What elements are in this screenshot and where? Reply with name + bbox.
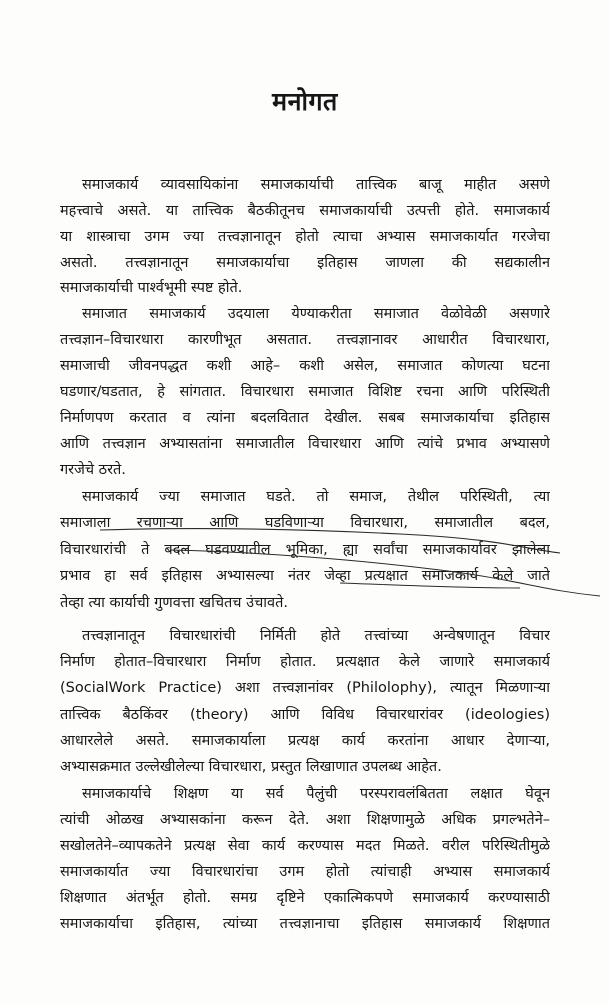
text-line: त्यांची ओळख अभ्यासकांना करून देते. अशा शिक्षणामुळे अधिक प्रगल्भतेने– <box>60 812 550 828</box>
text-line: गरजेचे ठरते. <box>60 462 126 478</box>
text-line: निर्माणपण करतात व त्यांना बदलवितात देखील. सबब समाजकार्याचा इतिहास <box>60 410 550 426</box>
text-line: समाजकार्याचे शिक्षण या सर्व पैलुंची परस्परावलंबितता लक्षात घेवून <box>82 786 550 802</box>
text-line: समाजाला रचणाऱ्या आणि घडविणाऱ्या विचारधारा, समाजातील बदल, <box>60 515 550 531</box>
text-line: तेव्हा त्या कार्याची गुणवत्ता खचितच उंचावते. <box>60 595 288 611</box>
text-line: महत्त्वाचे असते. या तात्त्विक बैठकीतूनच समाजकार्याची उत्पत्ती होते. समाजकार्य <box>60 203 550 219</box>
text-line: असतो. तत्त्वज्ञानातून समाजकार्याचा इतिहास जाणला की सद्यकालीन <box>60 255 550 271</box>
text-line: सखोलतेने–व्यापकतेने प्रत्यक्ष सेवा कार्य करण्यास मदत मिळते. वरील परिस्थितीमुळे <box>60 838 550 854</box>
text-line: प्रभाव हा सर्व इतिहास अभ्यासल्या नंतर जेव्हा प्रत्यक्षात समाजकार्य केले जाते <box>60 568 550 584</box>
text-line: तत्त्वज्ञानातून विचारधारांची निर्मिती होते तत्त्वांच्या अन्वेषणातून विचार <box>82 628 550 644</box>
text-line: आधारलेले असते. समाजकार्याला प्रत्यक्ष कार्य करतांना आधार देणाऱ्या, <box>60 733 550 749</box>
text-line: या शास्त्राचा उगम ज्या तत्त्वज्ञानातून होतो त्याचा अभ्यास समाजकार्यात गरजेचा <box>60 229 550 245</box>
text-line: समाजकार्यात ज्या विचारधारांचा उगम होतो त्यांचाही अभ्यास समाजकार्य <box>60 864 550 880</box>
text-line: घडणार/घडतात, हे सांगतात. विचारधारा समाजात विशिष्ट रचना आणि परिस्थिती <box>60 384 550 400</box>
text-line: समाजकार्याचा इतिहास, त्यांच्या तत्त्वज्ञानाचा इतिहास समाजकार्य शिक्षणात <box>60 916 550 932</box>
text-line: (SocialWork Practice) अशा तत्त्वज्ञानांवर (Philolophy), त्यातून मिळणाऱ्या <box>60 680 550 696</box>
text-line: निर्माण होतात–विचारधारा निर्माण होतात. प्रत्यक्षात केले जाणारे समाजकार्य <box>60 654 550 670</box>
text-line: समाजकार्य व्यावसायिकांना समाजकार्याची तात्त्विक बाजू माहीत असणे <box>82 177 550 193</box>
text-line: तत्त्वज्ञान–विचारधारा कारणीभूत असतात. तत्त्वज्ञानावर आधारीत विचारधारा, <box>60 332 550 348</box>
text-line: समाजात समाजकार्य उदयाला येण्याकरीता समाजात वेळोवेळी असणारे <box>82 306 550 322</box>
text-line: समाजाची जीवनपद्धत कशी आहे– कशी असेल, समाजात कोणत्या घटना <box>60 358 550 374</box>
page-title: मनोगत <box>272 87 338 116</box>
text-line: तात्त्विक बैठकिंवर (theory) आणि विविध विचारधारांवर (ideologies) <box>60 707 550 723</box>
text-line: आणि तत्त्वज्ञान अभ्यासतांना समाजातील विचारधारा आणि त्यांचे प्रभाव अभ्यासणे <box>60 436 550 452</box>
text-line: विचारधारांची ते बदल घडवण्यातील भूमिका, ह्या सर्वांचा समाजकार्यावर झालेला <box>60 542 550 558</box>
text-line: शिक्षणात अंतर्भूत होतो. समग्र दृष्टिने एकात्मिकपणे समाजकार्य करण्यासाठी <box>60 890 550 906</box>
text-line: अभ्यासक्रमात उल्लेखीलेल्या विचारधारा, प्रस्तुत लिखाणात उपलब्ध आहेत. <box>60 759 442 775</box>
text-line: समाजकार्याची पार्श्वभूमी स्पष्ट होते. <box>60 280 243 296</box>
text-line: समाजकार्य ज्या समाजात घडते. तो समाज, तेथील परिस्थिती, त्या <box>82 489 550 505</box>
